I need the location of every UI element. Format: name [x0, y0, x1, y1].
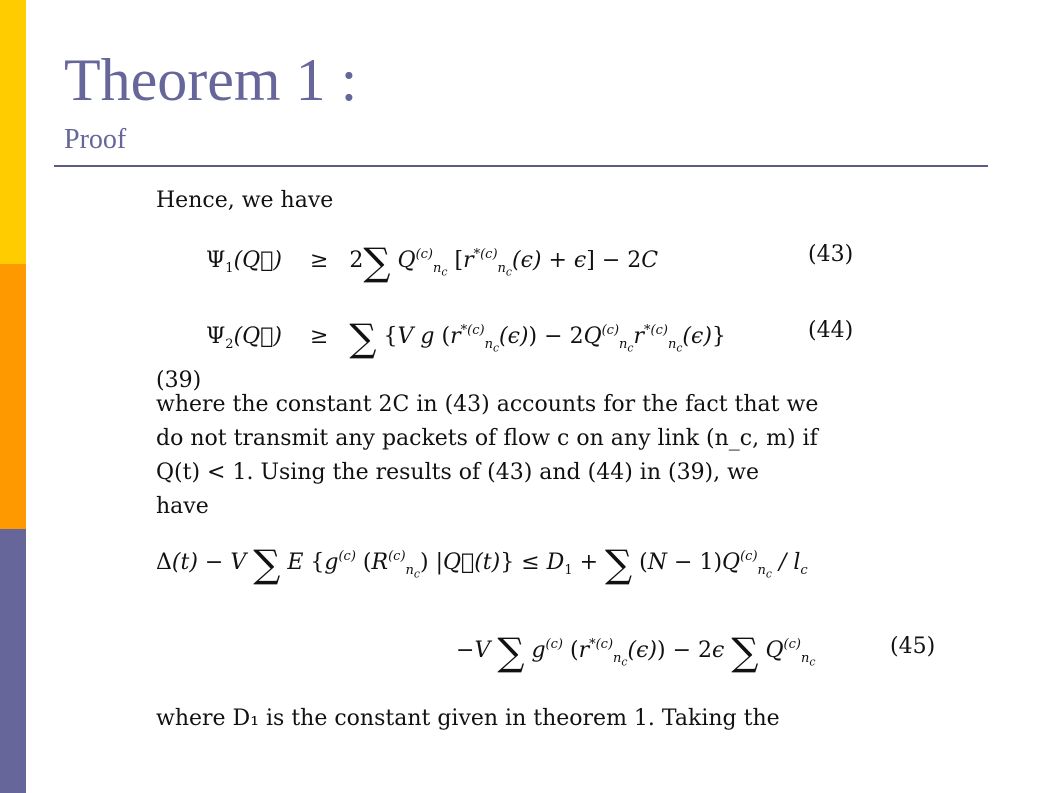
- ref-39: (39): [156, 368, 202, 393]
- paper-excerpt: [146, 180, 946, 740]
- paragraph-2: where D₁ is the constant given in theorem 1. Taking the: [156, 706, 780, 731]
- paragraph-1-line-3: Q(t) < 1. Using the results of (43) and (44) in (39), we: [156, 460, 759, 485]
- slide-title: Theorem 1 :: [64, 47, 358, 113]
- equation-44-number: (44): [808, 318, 854, 343]
- equation-45-line-2: −V ∑ $g^{(c)}$ $(r^{*(c)}_{n_c}(\epsilon)) - 2\epsilon$ ∑ $Q^{(c)}_{n_c}$: [456, 630, 816, 674]
- accent-bar-orange: [0, 264, 26, 529]
- equation-45-line-1: Δ(t) − V ∑ E {$g^{(c)}$ $(R^{(c)}_{n_c})$ |Q⃗(t)} ≤ $D_1$ + ∑ $(N - 1)Q^{(c)}_{n_c} / l_c$: [156, 542, 808, 586]
- intro-text: Hence, we have: [156, 188, 334, 213]
- accent-bar-yellow: [0, 0, 26, 264]
- paragraph-1-line-2: do not transmit any packets of flow c on any link (n_c, m) if: [156, 426, 818, 451]
- equation-43: $\Psi_1(Q⃗)$ ≥ 2∑ $Q^{(c)}_{n_c}$ $[r^{*(c)}_{n_c}(\epsilon) + \epsilon] - 2C$: [206, 240, 659, 284]
- accent-bar-purple: [0, 529, 26, 793]
- equation-43-number: (43): [808, 242, 854, 267]
- paragraph-1-line-4: have: [156, 494, 209, 519]
- equation-45-number: (45): [890, 634, 936, 659]
- paragraph-1: [156, 388, 856, 524]
- equation-44: $\Psi_2(Q⃗)$ ≥ ∑ {V g $(r^{*(c)}_{n_c}(\epsilon)) - 2Q^{(c)}_{n_c}r^{*(c)}_{n_c}(\epsilon)$}: [206, 316, 726, 360]
- slide-subtitle: Proof: [64, 124, 127, 155]
- paragraph-1-line-1: where the constant 2C in (43) accounts for the fact that we: [156, 392, 819, 417]
- title-divider: [54, 165, 988, 167]
